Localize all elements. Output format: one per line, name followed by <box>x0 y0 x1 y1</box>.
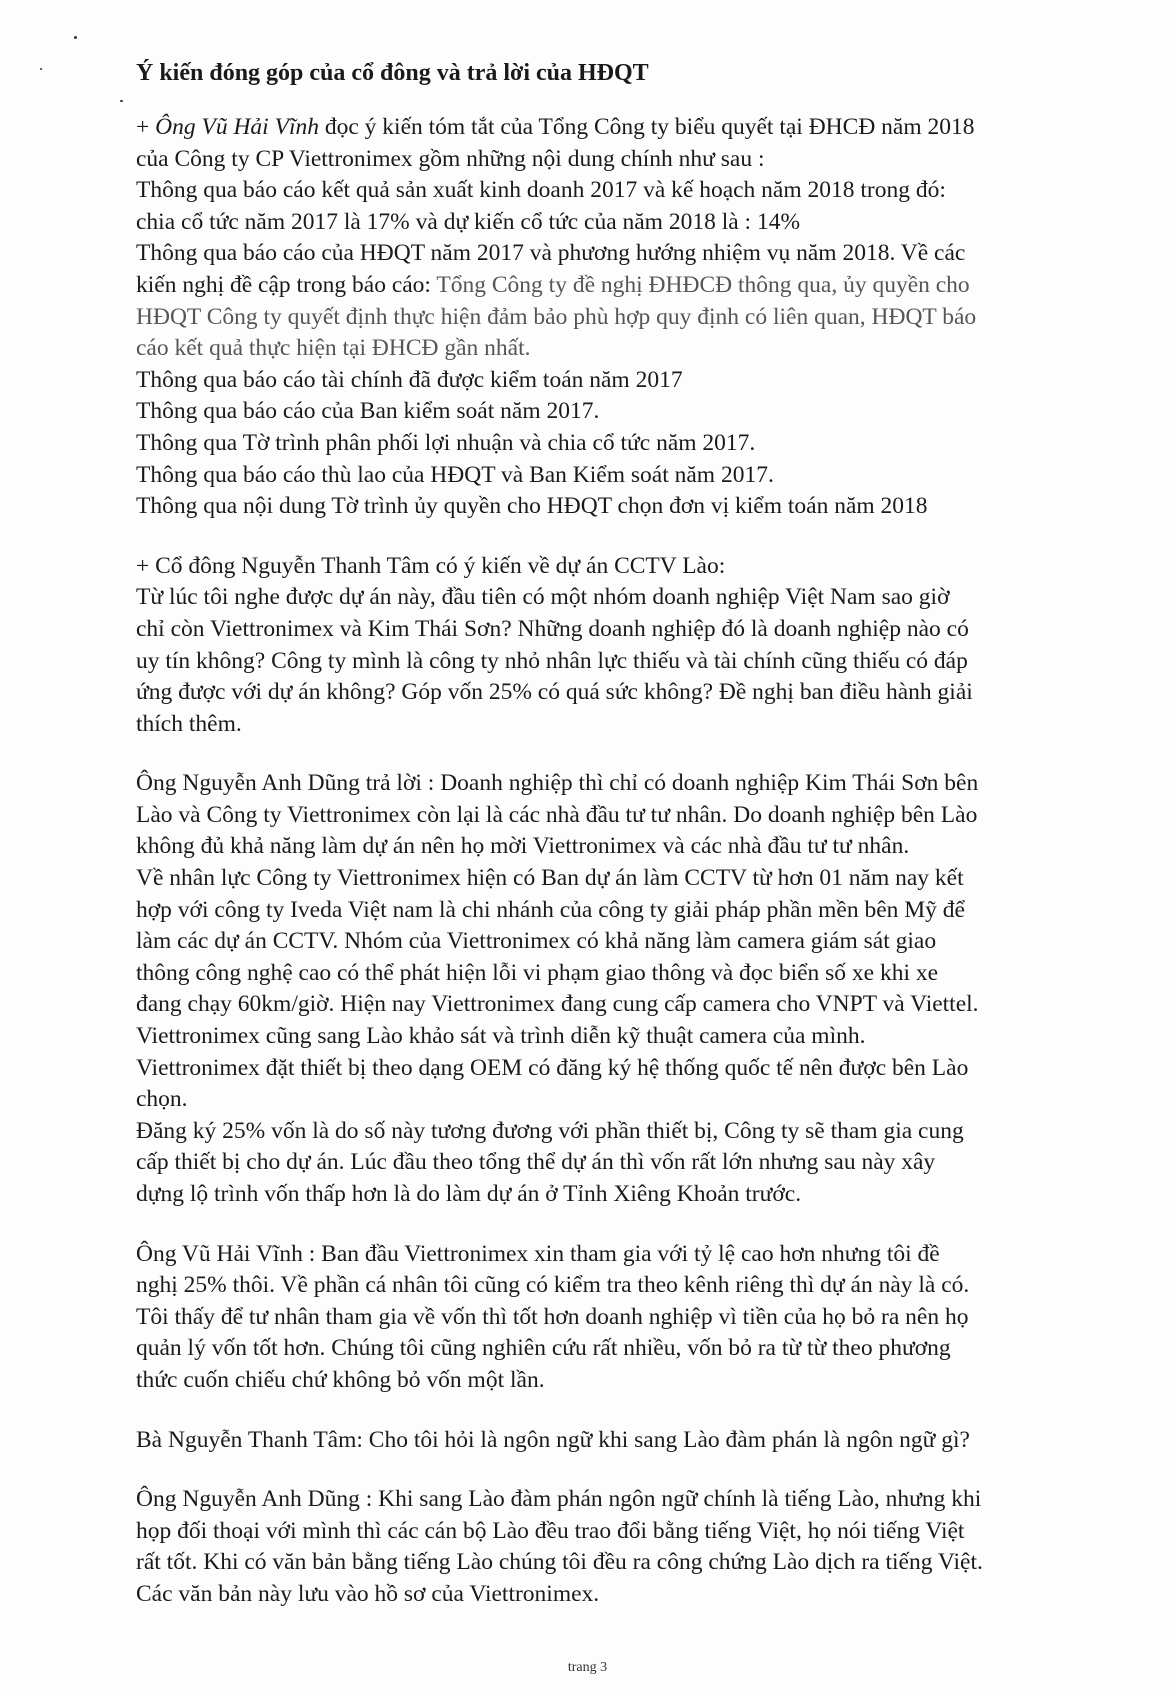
paragraph-line: Thông qua Tờ trình phân phối lợi nhuận và chia cổ tức năm 2017. <box>136 429 756 456</box>
paragraph-line: làm các dự án CCTV. Nhóm của Viettronimex có khả năng làm camera giám sát giao <box>136 928 937 955</box>
paragraph-line: Viettronimex cũng sang Lào khảo sát và trình diễn kỹ thuật camera của mình. <box>136 1023 866 1050</box>
paragraph-line: thích thêm. <box>136 710 242 737</box>
paragraph-line: HĐQT Công ty quyết định thực hiện đảm bảo phù hợp quy định có liên quan, HĐQT báo <box>136 303 977 330</box>
scan-speck <box>74 36 77 39</box>
paragraph-line: chỉ còn Viettronimex và Kim Thái Sơn? Những doanh nghiệp đó là doanh nghiệp nào có <box>136 615 969 642</box>
paragraph-line: thức cuốn chiếu chứ không bỏ vốn một lần. <box>136 1366 545 1393</box>
paragraph-line: Thông qua báo cáo kết quả sản xuất kinh doanh 2017 và kế hoạch năm 2018 trong đó: <box>136 177 946 204</box>
paragraph-line: ứng được với dự án không? Góp vốn 25% có quá sức không? Đề nghị ban điều hành giải <box>136 679 973 706</box>
paragraph-line: nghị 25% thôi. Về phần cá nhân tôi cũng có kiểm tra theo kênh riêng thì dự án này là có. <box>136 1272 970 1299</box>
paragraph-line: Bà Nguyễn Thanh Tâm: Cho tôi hỏi là ngôn ngữ khi sang Lào đàm phán là ngôn ngữ gì? <box>136 1426 970 1453</box>
paragraph-line <box>136 270 1121 302</box>
paragraph-line: Viettronimex đặt thiết bị theo dạng OEM có đăng ký hệ thống quốc tế nên được bên Lào <box>136 1054 969 1081</box>
section-shareholder-question <box>136 551 1121 741</box>
paragraph-line: Thông qua báo cáo của HĐQT năm 2017 và phương hướng nhiệm vụ năm 2018. Về các <box>136 240 966 267</box>
paragraph-line: cấp thiết bị cho dự án. Lúc đầu theo tổng thể dự án thì vốn rất lớn nhưng sau này xây <box>136 1149 936 1176</box>
paragraph-line: Thông qua báo cáo thù lao của HĐQT và Ban Kiểm soát năm 2017. <box>136 461 774 488</box>
paragraph-line: đang chạy 60km/giờ. Hiện nay Viettronimex đang cung cấp camera cho VNPT và Viettel. <box>136 991 979 1018</box>
section-resolutions <box>136 112 1121 523</box>
scan-speck <box>40 68 42 70</box>
paragraph-line: quản lý vốn tốt hơn. Chúng tôi cũng nghiên cứu rất nhiều, vốn bỏ ra từ từ theo phương <box>136 1335 951 1362</box>
paragraph-gap <box>136 1397 1121 1425</box>
paragraph-line: Ông Vũ Hải Vĩnh : Ban đầu Viettronimex xin tham gia với tỷ lệ cao hơn nhưng tôi đề <box>136 1240 940 1267</box>
paragraph-line: Lào và Công ty Viettronimex còn lại là các nhà đầu tư tư nhân. Do doanh nghiệp bên Lào <box>136 801 978 828</box>
kien-nghi-faded: Tổng Công ty đề nghị ĐHĐCĐ thông qua, ủy quyền cho <box>436 271 970 298</box>
paragraph-line: Về nhân lực Công ty Viettronimex hiện có Ban dự án làm CCTV từ hơn 01 năm nay kết <box>136 865 964 892</box>
paragraph-line: rất tốt. Khi có văn bản bằng tiếng Lào chúng tôi đều ra công chứng Lào dịch ra tiếng Việt. <box>136 1549 983 1576</box>
paragraph-line: Thông qua nội dung Tờ trình ủy quyền cho HĐQT chọn đơn vị kiểm toán năm 2018 <box>136 493 928 520</box>
scan-speck <box>120 100 123 102</box>
page-title: Ý kiến đóng góp của cổ đông và trả lời của HĐQT <box>136 60 649 86</box>
section-question-tam <box>136 1425 1121 1457</box>
intro-prefix: + <box>136 114 156 140</box>
paragraph-gap <box>136 1456 1121 1484</box>
paragraph-line: dựng lộ trình vốn thấp hơn là do làm dự án ở Tỉnh Xiêng Khoản trước. <box>136 1181 802 1207</box>
paragraph-line: Tôi thấy để tư nhân tham gia về vốn thì tốt hơn doanh nghiệp vì tiền của họ bỏ ra nên họ <box>136 1303 969 1330</box>
paragraph-line: Ông Nguyễn Anh Dũng trả lời : Doanh nghiệp thì chỉ có doanh nghiệp Kim Thái Sơn bên <box>136 770 979 797</box>
paragraph-gap <box>136 1211 1121 1239</box>
intro-rest: đọc ý kiến tóm tắt của Tổng Công ty biểu quyết tại ĐHCĐ năm 2018 <box>318 114 975 140</box>
page-number: trang 3 <box>567 1660 608 1675</box>
section-answer-vinh <box>136 1239 1121 1397</box>
section-answer-dung <box>136 768 1121 1210</box>
section-answer-dung-language <box>136 1484 1121 1610</box>
paragraph-line: họp đối thoại với mình thì các cán bộ Lào đều trao đổi bằng tiếng Việt, họ nói tiếng Việt <box>136 1517 965 1544</box>
paragraph-line: + Cổ đông Nguyễn Thanh Tâm có ý kiến về dự án CCTV Lào: <box>136 552 726 579</box>
paragraph-line: Từ lúc tôi nghe được dự án này, đầu tiên có một nhóm doanh nghiệp Việt Nam sao giờ <box>136 584 950 611</box>
paragraph-line: Đăng ký 25% vốn là do số này tương đương với phần thiết bị, Công ty sẽ tham gia cung <box>136 1117 964 1144</box>
document-body <box>136 58 1121 1611</box>
paragraph-line: Thông qua báo cáo tài chính đã được kiểm toán năm 2017 <box>136 366 683 393</box>
paragraph-gap <box>136 523 1121 551</box>
paragraph-line: uy tín không? Công ty mình là công ty nhỏ nhân lực thiếu và tài chính cũng thiếu có đáp <box>136 647 968 674</box>
paragraph-line: chia cổ tức năm 2017 là 17% và dự kiến cổ tức của năm 2018 là : 14% <box>136 208 801 235</box>
paragraph-line: của Công ty CP Viettronimex gồm những nội dung chính như sau : <box>136 145 765 172</box>
kien-nghi-text: kiến nghị đề cập trong báo cáo: <box>136 271 437 298</box>
paragraph-line: Ông Nguyễn Anh Dũng : Khi sang Lào đàm phán ngôn ngữ chính là tiếng Lào, nhưng khi <box>136 1486 982 1513</box>
paragraph-line: Các văn bản này lưu vào hồ sơ của Viettronimex. <box>136 1580 600 1607</box>
intro-speaker: Ông Vũ Hải Vĩnh <box>155 114 319 140</box>
intro-line <box>136 112 1121 144</box>
paragraph-line: chọn. <box>136 1086 188 1113</box>
paragraph-gap <box>136 740 1121 768</box>
paragraph-line: không đủ khả năng làm dự án nên họ mời Viettronimex và các nhà đầu tư tư nhân. <box>136 833 910 860</box>
paragraph-line: cáo kết quả thực hiện tại ĐHCĐ gần nhất. <box>136 335 531 362</box>
paragraph-line: thông công nghệ cao có thể phát hiện lỗi vi phạm giao thông và đọc biển số xe khi xe <box>136 959 939 986</box>
paragraph-line: hợp với công ty Iveda Việt nam là chi nhánh của công ty giải pháp phần mền bên Mỹ để <box>136 896 965 923</box>
paragraph-line: Thông qua báo cáo của Ban kiểm soát năm 2017. <box>136 398 600 425</box>
